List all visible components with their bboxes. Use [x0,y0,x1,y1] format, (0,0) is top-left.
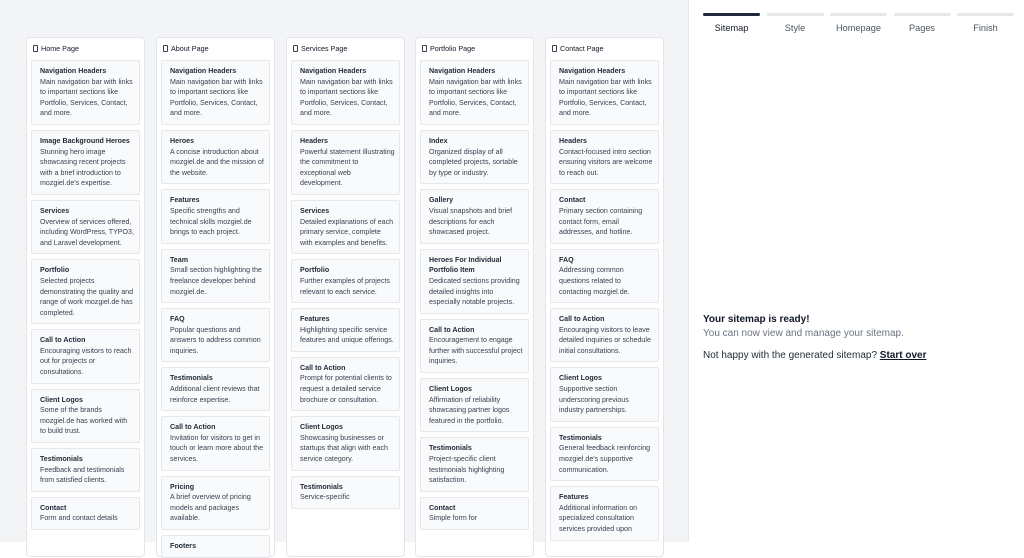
section-title: Contact [559,196,586,205]
step-progress-bar [957,13,1014,16]
section-card[interactable] [161,60,270,125]
section-title: Index [429,136,448,145]
page-title: Services Page [301,44,348,53]
section-card[interactable] [291,308,400,352]
section-description: Encouragement to engage further with successful project inquiries. [429,336,523,366]
step-progress-bar [767,13,824,16]
section-card[interactable] [420,249,529,314]
section-card[interactable] [420,60,529,125]
page-column-header[interactable] [157,38,274,56]
section-card[interactable] [550,130,659,184]
section-card[interactable] [291,200,400,254]
page-icon [422,45,427,52]
section-card[interactable] [420,189,529,243]
section-title: Client Logos [300,423,343,432]
status-title: Your sitemap is ready! [703,314,810,325]
section-description: Selected projects demonstrating the quality and range of work mozgiel.de has completed. [40,276,134,317]
section-description: Detailed explanations of each primary service, complete with examples and benefits. [300,217,394,247]
section-title: Features [300,315,330,324]
section-card[interactable] [31,389,140,443]
side-panel [689,0,1024,542]
page-icon [163,45,168,52]
start-over-prompt: Not happy with the generated sitemap? [703,350,877,361]
section-title: Navigation Headers [429,67,496,75]
step-label: Sitemap [714,23,749,33]
section-description: Showcasing businesses or startups that align with each service category. [300,433,388,464]
page-column-header[interactable] [546,38,663,56]
section-title: Client Logos [429,385,472,394]
step-pages[interactable] [894,13,951,33]
section-title: Services [40,206,70,215]
page-column-header[interactable] [287,38,404,56]
section-description: Popular questions and answers to address common inquiries. [170,325,261,355]
page-icon [552,45,557,52]
section-title: Testimonials [300,482,343,491]
section-card[interactable] [291,130,400,195]
section-description: General feedback reinforcing mozgiel.de's supportive communication. [559,444,651,474]
page-icon [293,45,298,52]
section-list [27,56,144,530]
section-card[interactable] [31,497,140,530]
section-title: Portfolio [300,266,330,275]
page-column [415,37,534,557]
section-description: Main navigation bar with links to important sections like Portfolio, Services, Contact, and more. [429,77,522,118]
step-label: Homepage [836,23,881,33]
section-title: Client Logos [40,395,83,404]
section-title: Call to Action [40,336,86,345]
section-title: Navigation Headers [170,67,237,75]
section-title: Heroes [170,136,195,145]
section-list [287,56,404,509]
section-description: Contact-focused intro section ensuring visitors are welcome to reach out. [559,147,653,177]
page-title: Portfolio Page [430,44,476,53]
section-title: Heroes For Individual Portfolio Item [429,255,502,275]
section-card[interactable] [161,476,270,530]
wizard-steps [703,13,1014,33]
section-card[interactable] [291,259,400,303]
section-card[interactable] [161,367,270,411]
section-card[interactable] [161,416,270,470]
section-description: Main navigation bar with links to important sections like Portfolio, Services, Contact, and more. [170,77,263,118]
section-title: Testimonials [559,433,602,442]
section-title: Call to Action [429,325,475,334]
section-description: Small section highlighting the freelance developer behind mozgiel.de. [170,266,262,296]
section-title: Testimonials [170,374,213,383]
step-style[interactable] [767,13,824,33]
section-card[interactable] [161,130,270,184]
page-column [26,37,145,557]
page-title: Contact Page [560,44,604,53]
section-description: Organized display of all completed projects, sortable by type or industry. [429,147,518,177]
section-title: Testimonials [40,455,83,464]
section-description: Encouraging visitors to leave detailed inquiries or schedule initial consultations. [559,325,651,355]
section-title: Call to Action [300,363,346,372]
section-description: Feedback and testimonials from satisfied clients. [40,465,125,485]
section-list [416,56,533,530]
section-description: Additional client reviews that reinforce expertise. [170,385,260,404]
section-title: Navigation Headers [300,67,367,75]
section-card[interactable] [31,329,140,383]
step-label: Finish [973,23,998,33]
section-title: Features [170,196,200,205]
section-description: Encouraging visitors to reach out for projects or consultations. [40,346,132,377]
section-description: Additional information on specialized consultation services provided upon [559,503,638,533]
section-card[interactable] [31,448,140,492]
section-card[interactable] [550,60,659,125]
step-homepage[interactable] [830,13,887,33]
section-card[interactable] [31,200,140,254]
section-description: Main navigation bar with links to important sections like Portfolio, Services, Contact, and more. [559,77,652,118]
section-title: Team [170,255,189,264]
page-column [545,37,664,557]
section-description: Powerful statement illustrating the commitment to exceptional web development. [300,147,395,188]
section-description: Overview of services offered, including WordPress, TYPO3, and Laravel development. [40,217,134,247]
status-subtitle: You can now view and manage your sitemap. [703,328,904,339]
section-description: Primary section containing contact form, email addresses, and hotline. [559,206,643,237]
section-card[interactable] [291,60,400,125]
section-card[interactable] [550,486,659,540]
section-description: Service-specific [300,493,350,502]
section-card[interactable] [550,249,659,303]
step-progress-bar [703,13,760,16]
page-column-header[interactable] [416,38,533,56]
step-finish[interactable] [957,13,1014,33]
section-description: Simple form for [429,514,478,523]
section-list [546,56,663,541]
page-column-header[interactable] [27,38,144,56]
section-card[interactable] [420,378,529,432]
section-description: Invitation for visitors to get in touch or learn more about the services. [170,433,264,464]
section-title: Contact [40,503,67,512]
section-title: Gallery [429,196,454,205]
section-card[interactable] [550,189,659,243]
section-title: Navigation Headers [559,67,626,75]
section-card[interactable] [31,259,140,324]
section-description: Supportive section underscoring previous industry partnerships. [559,385,629,415]
section-card[interactable] [31,130,140,195]
section-card[interactable] [550,308,659,362]
section-title: Navigation Headers [40,67,107,75]
section-description: Main navigation bar with links to important sections like Portfolio, Services, Contact, and more. [300,77,393,118]
section-card[interactable] [291,357,400,411]
section-description: Form and contact details [40,514,118,523]
start-over-link[interactable]: Start over [879,350,927,361]
start-over-line [703,350,1013,361]
section-list [157,56,274,558]
section-title: Portfolio [40,266,70,275]
section-card[interactable] [161,308,270,362]
section-description: Dedicated sections providing detailed insights into especially notable projects. [429,276,520,307]
step-progress-bar [894,13,951,16]
section-description: Prompt for potential clients to request a detailed service brochure or consultation. [300,374,392,404]
page-column [156,37,275,557]
section-card[interactable] [31,60,140,125]
section-description: Specific strengths and technical skills mozgiel.de brings to each project. [170,206,252,237]
section-card[interactable] [291,416,400,470]
section-title: Testimonials [429,444,472,453]
section-title: Footers [170,542,197,550]
section-card[interactable] [161,535,270,558]
section-card[interactable] [161,189,270,243]
section-description: Stunning hero image showcasing recent projects with a brief introduction to mozgiel.de's expertise. [40,147,126,188]
section-description: Further examples of projects relevant to each service. [300,276,390,296]
section-description: Some of the brands mozgiel.de has worked with to build trust. [40,406,128,436]
page-icon [33,45,38,52]
section-card[interactable] [291,476,400,509]
section-title: Contact [429,503,456,512]
section-title: Features [559,493,589,502]
step-label: Style [784,23,806,33]
step-label: Pages [908,23,936,33]
section-card[interactable] [550,367,659,421]
section-card[interactable] [550,427,659,481]
section-title: Call to Action [170,423,216,432]
step-sitemap[interactable] [703,13,760,33]
section-description: Main navigation bar with links to important sections like Portfolio, Services, Contact, and more. [40,77,133,118]
section-description: Affirmation of reliability showcasing partner logos featured in the portfolio. [429,395,510,425]
section-title: Pricing [170,482,195,491]
page-title: About Page [171,44,209,53]
section-title: FAQ [559,255,574,264]
section-title: Headers [300,136,328,145]
section-description: A brief overview of pricing models and packages available. [170,493,251,523]
section-card[interactable] [420,319,529,373]
section-description: Project-specific client testimonials highlighting satisfaction. [429,455,505,485]
section-title: Services [300,206,330,215]
section-title: Call to Action [559,315,605,324]
section-card[interactable] [161,249,270,303]
section-card[interactable] [420,437,529,491]
page-title: Home Page [41,44,79,53]
page-column [286,37,405,557]
section-title: FAQ [170,315,185,324]
section-description: Visual snapshots and brief descriptions for each showcased project. [429,206,513,237]
section-title: Headers [559,136,587,145]
section-card[interactable] [420,130,529,184]
section-title: Client Logos [559,374,602,383]
section-description: A concise introduction about mozgiel.de and the mission of the website. [170,147,264,177]
section-card[interactable] [420,497,529,530]
section-description: Addressing common questions related to contacting mozgiel.de. [559,266,630,296]
section-description: Highlighting specific service features and unique offerings. [300,325,394,345]
step-progress-bar [830,13,887,16]
status-message [703,314,1013,361]
section-title: Image Background Heroes [40,136,130,145]
